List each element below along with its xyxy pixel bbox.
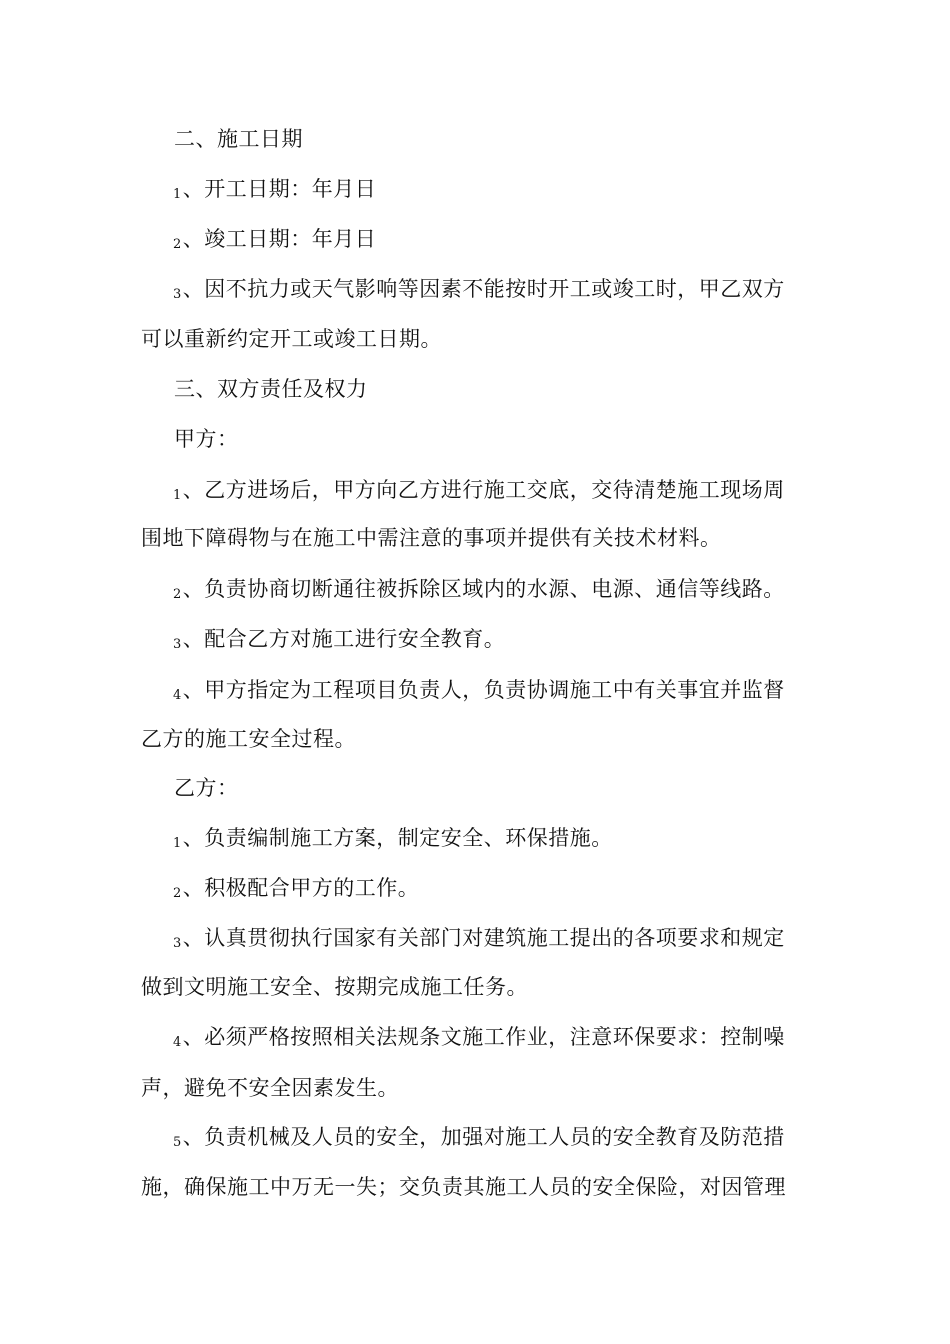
party-a-item-3: 3、配合乙方对施工进行安全教育。	[173, 627, 506, 652]
force-majeure-continuation: 可以重新约定开工或竣工日期。	[141, 327, 442, 351]
party-a-heading: 甲方：	[174, 427, 239, 451]
party-b-item-3: 3、认真贯彻执行国家有关部门对建筑施工提出的各项要求和规定	[173, 926, 785, 951]
party-a-item-4: 4、甲方指定为工程项目负责人，负责协调施工中有关事宜并监督	[173, 678, 785, 703]
party-a-item-2: 2、负责协商切断通往被拆除区域内的水源、电源、通信等线路。	[173, 577, 785, 602]
force-majeure-item: 3、因不抗力或天气影响等因素不能按时开工或竣工时，甲乙双方	[173, 277, 785, 302]
start-date-item: 1、开工日期：年月日	[173, 177, 377, 202]
party-b-item-1: 1、负责编制施工方案，制定安全、环保措施。	[173, 826, 613, 851]
completion-date-item: 2、竣工日期：年月日	[173, 227, 377, 252]
section-heading-construction-dates: 二、施工日期	[174, 127, 303, 151]
section-heading-responsibilities: 三、双方责任及权力	[174, 377, 368, 401]
party-b-item-5: 5、负责机械及人员的安全，加强对施工人员的安全教育及防范措	[173, 1125, 785, 1150]
party-a-item-4-continuation: 乙方的施工安全过程。	[141, 727, 356, 751]
party-b-item-4-continuation: 声，避免不安全因素发生。	[141, 1076, 399, 1100]
party-a-item-1-continuation: 围地下障碍物与在施工中需注意的事项并提供有关技术材料。	[141, 526, 722, 550]
party-b-item-3-continuation: 做到文明施工安全、按期完成施工任务。	[141, 975, 528, 999]
party-a-item-1: 1、乙方进场后，甲方向乙方进行施工交底，交待清楚施工现场周	[173, 478, 785, 503]
party-b-item-4: 4、必须严格按照相关法规条文施工作业，注意环保要求：控制噪	[173, 1025, 785, 1050]
party-b-heading: 乙方：	[174, 776, 239, 800]
party-b-item-5-continuation: 施，确保施工中万无一失；交负责其施工人员的安全保险，对因管理	[141, 1175, 786, 1199]
party-b-item-2: 2、积极配合甲方的工作。	[173, 876, 420, 901]
